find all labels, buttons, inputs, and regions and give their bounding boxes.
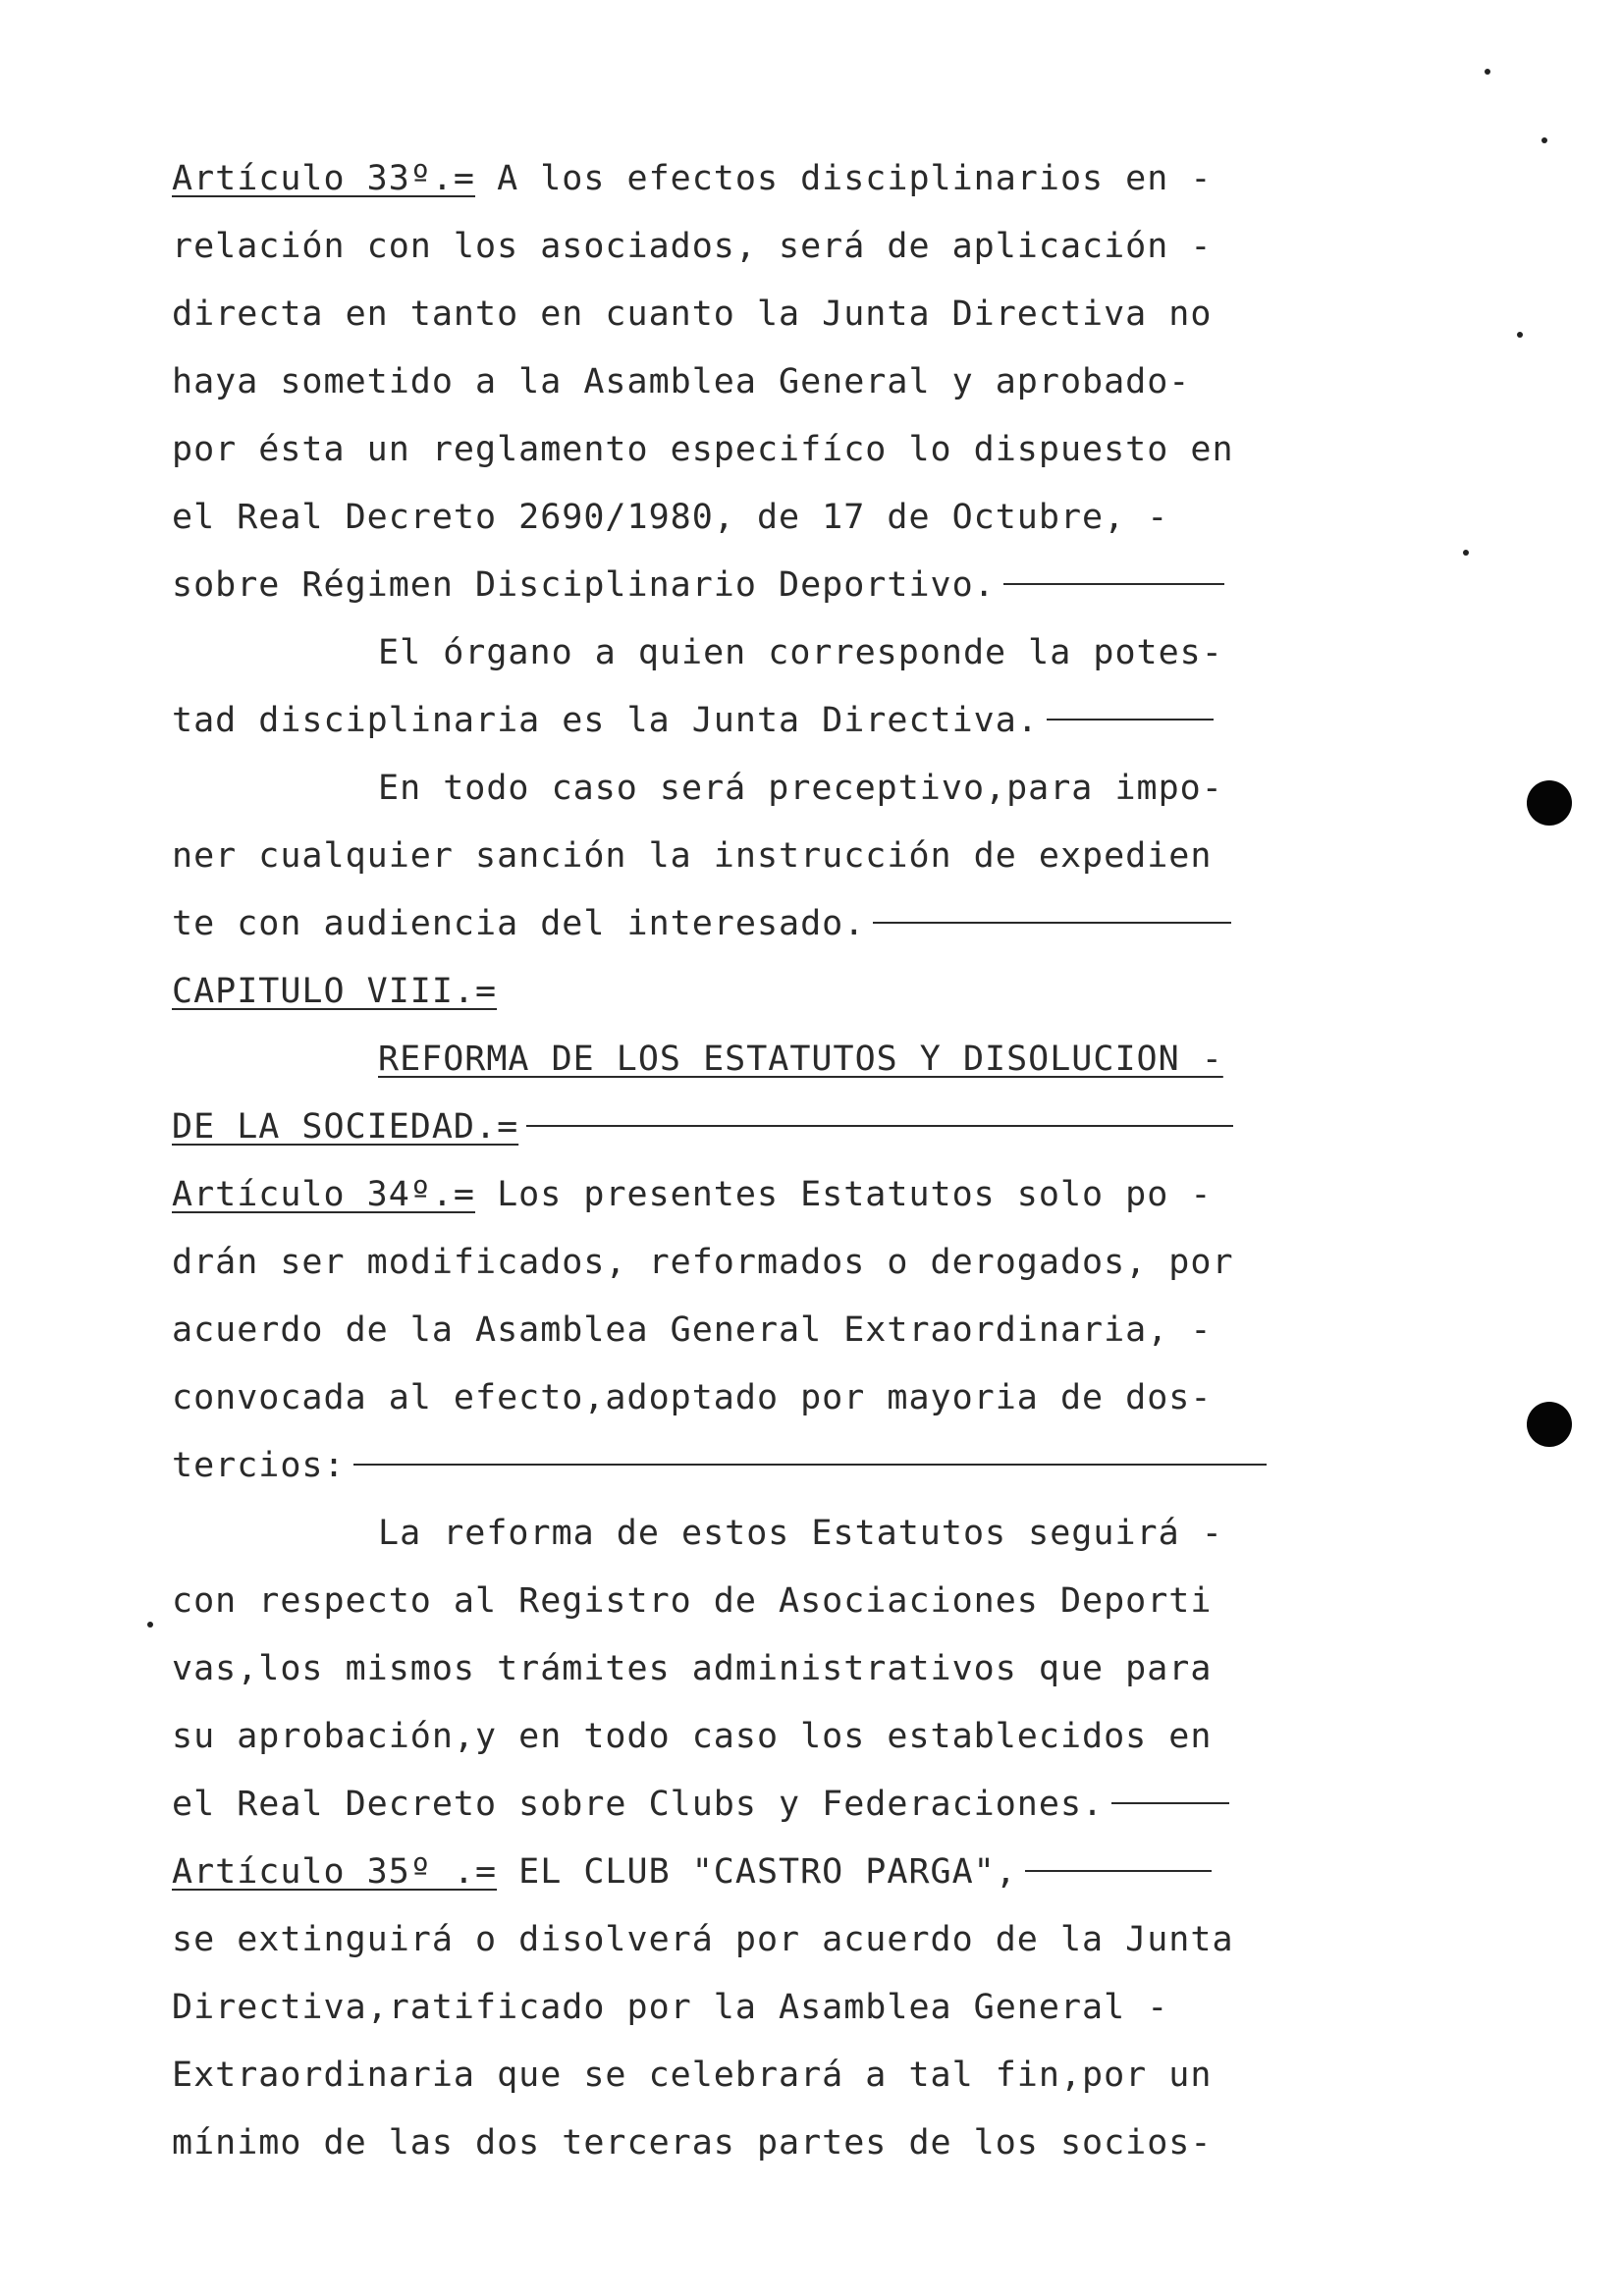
chapter-heading: CAPITULO VIII.= [172, 972, 498, 1011]
ink-speck [147, 1622, 153, 1628]
text-line: su aprobación,y en todo caso los establecidos en [172, 1717, 1213, 1756]
text-line: drán ser modificados, reformados o derogados, por [172, 1243, 1234, 1282]
text-line: mínimo de las dos terceras partes de los socios- [172, 2123, 1213, 2163]
text-line: haya sometido a la Asamblea General y aprobado- [172, 362, 1191, 401]
text-line: el Real Decreto sobre Clubs y Federaciones. [172, 1781, 1229, 1828]
text-line: el Real Decreto 2690/1980, de 17 de Octubre, - [172, 498, 1169, 537]
text-line: Directiva,ratificado por la Asamblea General - [172, 1988, 1169, 2027]
text-line: tercios: [172, 1442, 1267, 1489]
text-line: Artículo 34º.= Los presentes Estatutos solo po - [172, 1175, 1213, 1214]
text-line: La reforma de estos Estatutos seguirá - [378, 1514, 1223, 1553]
text-line: En todo caso será preceptivo,para impo- [378, 769, 1223, 808]
article-heading: Artículo 35º .= [172, 1852, 498, 1892]
fill-dash [1025, 1870, 1212, 1872]
text-line: se extinguirá o disolverá por acuerdo de la Junta [172, 1920, 1234, 1959]
fill-dash [353, 1464, 1267, 1466]
text-line: con respecto al Registro de Asociaciones Deporti [172, 1581, 1213, 1621]
chapter-title-continued: DE LA SOCIEDAD.= [172, 1107, 519, 1147]
punch-hole [1527, 780, 1572, 826]
text-line: directa en tanto en cuanto la Junta Directiva no [172, 294, 1213, 334]
text-line: acuerdo de la Asamblea General Extraordinaria, - [172, 1310, 1213, 1350]
text-line: Artículo 35º .= EL CLUB "CASTRO PARGA", [172, 1848, 1212, 1896]
text-line [172, 1103, 1233, 1150]
ink-speck [1517, 332, 1523, 338]
text-line: por ésta un reglamento especifíco lo dispuesto en [172, 430, 1234, 469]
text-line: Extraordinaria que se celebrará a tal fin,por un [172, 2056, 1213, 2095]
fill-dash [1047, 719, 1214, 721]
text-line: Artículo 33º.= A los efectos disciplinarios en - [172, 159, 1213, 198]
ink-speck [1485, 69, 1490, 75]
punch-hole [1527, 1402, 1572, 1447]
text-line: tad disciplinaria es la Junta Directiva. [172, 697, 1214, 744]
article-heading: Artículo 33º.= [172, 159, 476, 198]
ink-speck [1463, 550, 1469, 556]
fill-dash [1003, 583, 1224, 585]
fill-dash [1111, 1802, 1229, 1804]
fill-dash [873, 922, 1231, 924]
text-line: El órgano a quien corresponde la potes- [378, 633, 1223, 672]
chapter-title: REFORMA DE LOS ESTATUTOS Y DISOLUCION - [378, 1040, 1223, 1079]
text-line: relación con los asociados, será de aplicación - [172, 227, 1213, 266]
text-line: vas,los mismos trámites administrativos que para [172, 1649, 1213, 1688]
text-line: convocada al efecto,adoptado por mayoria de dos- [172, 1378, 1213, 1417]
ink-speck [1541, 137, 1547, 143]
fill-dash [526, 1125, 1233, 1127]
text-line: ner cualquier sanción la instrucción de expedien [172, 836, 1213, 876]
text-line: te con audiencia del interesado. [172, 900, 1231, 947]
text-line: sobre Régimen Disciplinario Deportivo. [172, 561, 1224, 609]
article-heading: Artículo 34º.= [172, 1175, 476, 1214]
